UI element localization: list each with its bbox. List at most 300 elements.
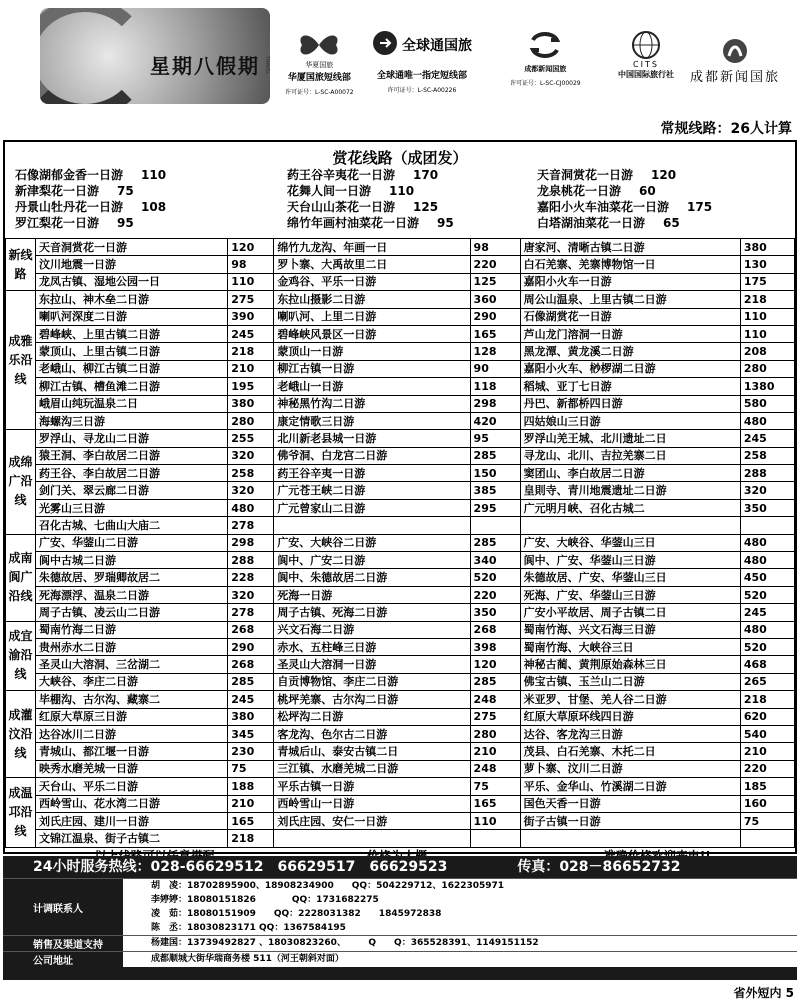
featured-item — [7, 199, 287, 215]
route-name: 老峨山、柳江古镇二日游 — [36, 360, 228, 377]
route-price — [740, 830, 794, 847]
route-price: 290 — [470, 308, 520, 325]
route-price: 295 — [470, 499, 520, 516]
route-name: 朱德故居、广安、华蓥山三日 — [520, 569, 740, 586]
flame-icon — [690, 36, 780, 66]
route-name: 柳江古镇、槽鱼滩二日游 — [36, 378, 228, 395]
route-price: 210 — [228, 795, 274, 812]
route-price: 320 — [228, 447, 274, 464]
route-name: 蜀南竹海、兴文石海三日游 — [520, 621, 740, 638]
route-name: 国色天香一日游 — [520, 795, 740, 812]
route-price: 480 — [228, 499, 274, 516]
route-price: 398 — [470, 638, 520, 655]
route-name: 青城后山、泰安古镇二日 — [274, 743, 470, 760]
table-row — [6, 517, 795, 534]
route-price: 278 — [228, 604, 274, 621]
route-price: 165 — [228, 812, 274, 829]
table-row — [6, 482, 795, 499]
route-name: 阆中古城二日游 — [36, 552, 228, 569]
route-price: 520 — [740, 638, 794, 655]
route-price: 160 — [740, 795, 794, 812]
table-row — [6, 378, 795, 395]
table-row — [6, 586, 795, 603]
table-row — [6, 812, 795, 829]
table-row — [6, 795, 795, 812]
featured-item-price: 108 — [141, 200, 167, 214]
route-price: 210 — [470, 743, 520, 760]
route-name: 兴文石海二日游 — [274, 621, 470, 638]
route-name: 刘氏庄园、安仁一日游 — [274, 812, 470, 829]
partner-5: 成都新闻国旅 — [690, 36, 780, 85]
route-name: 剑门关、翠云廊二日游 — [36, 482, 228, 499]
table-row — [6, 239, 795, 256]
route-name: 刘氏庄园、建川一日游 — [36, 812, 228, 829]
route-name: 广安、大峡谷二日游 — [274, 534, 470, 551]
route-price: 290 — [228, 638, 274, 655]
route-name: 绵竹九龙沟、年画一日 — [274, 239, 470, 256]
table-row — [6, 778, 795, 795]
route-price: 258 — [228, 465, 274, 482]
route-name: 萝卜寨、汶川二日游 — [520, 760, 740, 777]
route-name: 平乐古镇一日游 — [274, 778, 470, 795]
route-name: 死海、广安、华蓥山三日游 — [520, 586, 740, 603]
route-name: 周子古镇、凌云山二日游 — [36, 604, 228, 621]
route-price: 75 — [228, 760, 274, 777]
route-price: 380 — [740, 239, 794, 256]
featured-item-name: 花舞人间一日游 — [287, 184, 372, 198]
address-label: 公司地址 — [33, 956, 73, 967]
route-name: 神秘黑竹沟二日游 — [274, 395, 470, 412]
cits-globe-icon — [618, 30, 674, 60]
route-price: 580 — [740, 395, 794, 412]
sales-contact: 杨建国：13739492827 、18030823260、 Q Q：365528391、1149151152 — [151, 938, 539, 948]
route-price: 420 — [470, 412, 520, 429]
route-price: 208 — [740, 343, 794, 360]
section-label: 新线路 — [6, 239, 36, 291]
route-name: 罗浮山、寻龙山二日游 — [36, 430, 228, 447]
table-row — [6, 325, 795, 342]
route-price: 245 — [740, 604, 794, 621]
route-name: 皇則寺、青川地震遗址二日游 — [520, 482, 740, 499]
route-name: 神秘古蔺、黄荆原始森林三日 — [520, 656, 740, 673]
featured-item-price: 75 — [117, 184, 134, 198]
route-price: 268 — [228, 656, 274, 673]
route-name: 朱德故居、罗瑞卿故居二 — [36, 569, 228, 586]
table-row — [6, 743, 795, 760]
route-price: 480 — [740, 412, 794, 429]
route-name: 药王谷、李白故居二日游 — [36, 465, 228, 482]
route-name: 喇叭河深度二日游 — [36, 308, 228, 325]
featured-row — [7, 183, 793, 199]
route-price — [740, 517, 794, 534]
route-name: 四姑娘山三日游 — [520, 412, 740, 429]
route-price — [470, 830, 520, 847]
planner-label: 计调联系人 — [33, 903, 83, 915]
featured-item — [287, 183, 537, 199]
featured-item-price: 120 — [651, 168, 677, 182]
route-price: 390 — [228, 308, 274, 325]
route-name: 北川新老县城一日游 — [274, 430, 470, 447]
route-name: 召化古城、七曲山大庙二 — [36, 517, 228, 534]
route-name: 蜀南竹海、大峡谷三日 — [520, 638, 740, 655]
featured-item-price: 175 — [687, 200, 713, 214]
planner-entry: 陈 丞：18030823171 QQ：1367584195 — [151, 923, 346, 933]
route-name: 广元苍王峡二日游 — [274, 482, 470, 499]
route-name: 天音洞赏花一日游 — [36, 239, 228, 256]
featured-row — [7, 215, 793, 231]
route-price: 195 — [228, 378, 274, 395]
featured-item — [537, 183, 793, 199]
featured-item-name: 罗江梨花一日游 — [15, 216, 100, 230]
featured-title: 赏花线路（成团发） — [332, 149, 468, 167]
table-row — [6, 273, 795, 290]
route-name: 嘉阳小火车、桫椤湖二日游 — [520, 360, 740, 377]
route-price: 165 — [470, 795, 520, 812]
route-name: 广安小平故居、周子古镇二日 — [520, 604, 740, 621]
route-price: 320 — [228, 482, 274, 499]
route-price: 90 — [470, 360, 520, 377]
route-name: 客龙沟、色尔古二日游 — [274, 725, 470, 742]
partner-2: 全球通国旅 全球通唯一指定短线部 许可证号：L-SC-A00226 — [372, 30, 472, 94]
route-name: 碧峰峡、上里古镇二日游 — [36, 325, 228, 342]
route-price: 248 — [470, 760, 520, 777]
route-price: 520 — [740, 586, 794, 603]
route-name: 东拉山、神木垒二日游 — [36, 291, 228, 308]
route-price: 450 — [740, 569, 794, 586]
featured-row — [7, 167, 793, 183]
route-name: 达谷冰川二日游 — [36, 725, 228, 742]
swirl-icon — [40, 8, 150, 104]
table-row — [6, 447, 795, 464]
featured-item-price: 110 — [389, 184, 415, 198]
route-name: 圣灵山大溶洞、三岔湖二 — [36, 656, 228, 673]
route-name: 罗卜寨、大禹故里二日 — [274, 256, 470, 273]
route-name: 周公山温泉、上里古镇二日游 — [520, 291, 740, 308]
route-name — [520, 517, 740, 534]
route-price: 125 — [470, 273, 520, 290]
route-name — [520, 830, 740, 847]
globe-icon — [372, 30, 398, 60]
featured-item-price: 60 — [639, 184, 656, 198]
route-price: 220 — [470, 586, 520, 603]
route-price: 245 — [740, 430, 794, 447]
route-price: 165 — [470, 325, 520, 342]
table-row — [6, 638, 795, 655]
route-price: 150 — [470, 465, 520, 482]
route-price: 210 — [740, 743, 794, 760]
route-price: 285 — [470, 447, 520, 464]
route-price: 218 — [740, 691, 794, 708]
route-price: 75 — [470, 778, 520, 795]
route-name: 罗浮山羌王城、北川遗址二日 — [520, 430, 740, 447]
route-name: 海螺沟三日游 — [36, 412, 228, 429]
route-name: 阆中、朱德故居二日游 — [274, 569, 470, 586]
route-price: 95 — [470, 430, 520, 447]
sales-row — [3, 935, 797, 951]
route-price: 385 — [470, 482, 520, 499]
table-row — [6, 343, 795, 360]
route-price: 620 — [740, 708, 794, 725]
route-name: 街子古镇一日游 — [520, 812, 740, 829]
route-name: 死海漂浮、温泉二日游 — [36, 586, 228, 603]
partner-1: 华夏国旅 华厦国旅短线部 许可证号：L-SC-A00072 — [285, 30, 354, 96]
route-price: 98 — [228, 256, 274, 273]
route-name: 红原大草原环线四日游 — [520, 708, 740, 725]
featured-row — [7, 199, 793, 215]
brand-sub: TRAVEL — [264, 56, 270, 75]
header — [0, 0, 800, 112]
route-name: 金鸡谷、平乐一日游 — [274, 273, 470, 290]
route-price: 75 — [740, 812, 794, 829]
route-price: 268 — [228, 621, 274, 638]
route-name: 龙凤古镇、湿地公园一日 — [36, 273, 228, 290]
route-name: 光雾山三日游 — [36, 499, 228, 516]
route-name: 平乐、金华山、竹溪湖二日游 — [520, 778, 740, 795]
featured-item-price: 110 — [141, 168, 167, 182]
route-price: 265 — [740, 673, 794, 690]
route-name: 红原大草原三日游 — [36, 708, 228, 725]
route-price: 380 — [228, 395, 274, 412]
route-name: 赤水、五柱峰三日游 — [274, 638, 470, 655]
routes-table — [5, 238, 795, 865]
route-name: 阆中、广安二日游 — [274, 552, 470, 569]
route-price: 360 — [470, 291, 520, 308]
route-price: 288 — [228, 552, 274, 569]
table-row — [6, 760, 795, 777]
route-name: 广元曾家山二日游 — [274, 499, 470, 516]
featured-item-name: 新津梨花一日游 — [15, 184, 100, 198]
section-label: 成灌汶沿线 — [6, 691, 36, 778]
route-price: 340 — [470, 552, 520, 569]
route-price: 298 — [470, 395, 520, 412]
featured-item — [7, 167, 287, 183]
section-label: 成温邛沿线 — [6, 778, 36, 848]
table-row — [6, 291, 795, 308]
table-row — [6, 395, 795, 412]
route-price: 285 — [470, 534, 520, 551]
route-name — [274, 830, 470, 847]
route-name: 碧峰峡风景区一日游 — [274, 325, 470, 342]
featured-item-price: 65 — [663, 216, 680, 230]
featured-item — [287, 215, 537, 231]
route-name: 佛宝古镇、玉兰山二日游 — [520, 673, 740, 690]
route-name: 周子古镇、死海二日游 — [274, 604, 470, 621]
route-price: 110 — [228, 273, 274, 290]
route-name: 广安、大峡谷、华蓥山三日 — [520, 534, 740, 551]
route-name — [274, 517, 470, 534]
route-name: 稻城、亚丁七日游 — [520, 378, 740, 395]
route-price: 120 — [470, 656, 520, 673]
route-name: 猿王洞、李白故居二日游 — [36, 447, 228, 464]
route-name: 文锦江温泉、街子古镇二 — [36, 830, 228, 847]
route-name: 大峡谷、李庄二日游 — [36, 673, 228, 690]
table-row — [6, 604, 795, 621]
route-price: 220 — [740, 760, 794, 777]
route-name: 西岭雪山一日游 — [274, 795, 470, 812]
route-price: 275 — [470, 708, 520, 725]
route-name: 蒙顶山一日游 — [274, 343, 470, 360]
table-row — [6, 534, 795, 551]
route-price: 230 — [228, 743, 274, 760]
fax-label: 传真： — [517, 859, 560, 875]
route-price — [470, 517, 520, 534]
route-price: 480 — [740, 552, 794, 569]
featured-item — [287, 199, 537, 215]
table-row — [6, 360, 795, 377]
table-row — [6, 830, 795, 847]
route-price: 228 — [228, 569, 274, 586]
route-price: 275 — [228, 291, 274, 308]
route-price: 258 — [740, 447, 794, 464]
featured-item-name: 丹景山牡丹花一日游 — [15, 200, 124, 214]
table-row — [6, 725, 795, 742]
route-price: 210 — [228, 360, 274, 377]
route-name: 寻龙山、北川、吉拉羌寨二日 — [520, 447, 740, 464]
route-price: 98 — [470, 239, 520, 256]
route-price: 280 — [228, 412, 274, 429]
route-name: 黑龙潭、黄龙溪二日游 — [520, 343, 740, 360]
route-price: 280 — [740, 360, 794, 377]
route-name: 青城山、都江堰一日游 — [36, 743, 228, 760]
planner-entry: 胡 凌：18702895900、18908234900 QQ：504229712、1622305971 — [151, 881, 505, 891]
route-price: 110 — [740, 308, 794, 325]
table-row — [6, 621, 795, 638]
route-name: 茂县、白石羌寨、木托二日 — [520, 743, 740, 760]
route-price: 288 — [740, 465, 794, 482]
section-label: 成宜渝沿线 — [6, 621, 36, 691]
route-price: 320 — [228, 586, 274, 603]
featured-item-name: 石像湖郁金香一日游 — [15, 168, 124, 182]
route-name: 康定情歌三日游 — [274, 412, 470, 429]
planner-entry: 李婷婷：18080151826 QQ：1731682275 — [151, 895, 379, 905]
route-price: 268 — [470, 621, 520, 638]
route-name: 唐家河、清晰古镇二日游 — [520, 239, 740, 256]
featured-item — [537, 199, 793, 215]
hotline-row — [3, 856, 797, 878]
featured-item-name: 药王谷辛夷花一日游 — [287, 168, 396, 182]
address-value: 成都顺城大街华瑞商务楼 511（河王朝斜对面） — [151, 954, 344, 964]
table-row — [6, 673, 795, 690]
route-price: 278 — [228, 517, 274, 534]
route-name: 药王谷辛夷一日游 — [274, 465, 470, 482]
route-name: 蒙顶山、上里古镇二日游 — [36, 343, 228, 360]
featured-routes — [7, 144, 793, 238]
route-name: 映秀水磨羌城一日游 — [36, 760, 228, 777]
route-price: 220 — [470, 256, 520, 273]
featured-item — [537, 215, 793, 231]
contact-panel — [3, 856, 797, 980]
address-row — [3, 951, 797, 967]
route-name: 圣灵山大溶洞一日游 — [274, 656, 470, 673]
route-price: 218 — [740, 291, 794, 308]
table-row — [6, 465, 795, 482]
route-name: 西岭雪山、花水湾二日游 — [36, 795, 228, 812]
featured-item — [7, 215, 287, 231]
route-name: 天台山、平乐二日游 — [36, 778, 228, 795]
route-name: 桃坪羌寨、古尔沟二日游 — [274, 691, 470, 708]
featured-item — [537, 167, 793, 183]
featured-item-price: 170 — [413, 168, 439, 182]
route-price: 285 — [470, 673, 520, 690]
route-name: 三江镇、水磨羌城二日游 — [274, 760, 470, 777]
featured-item-name: 白塔湖油菜花一日游 — [537, 216, 646, 230]
route-price: 298 — [228, 534, 274, 551]
route-name: 喇叭河、上里二日游 — [274, 308, 470, 325]
route-price: 218 — [228, 343, 274, 360]
route-name: 老峨山一日游 — [274, 378, 470, 395]
route-name: 峨眉山纯玩温泉二日 — [36, 395, 228, 412]
featured-item-price: 95 — [437, 216, 454, 230]
partner-4: CITS 中国国际旅行社 — [618, 30, 674, 80]
route-price: 280 — [470, 725, 520, 742]
swirl-icon — [510, 30, 581, 60]
route-price: 118 — [470, 378, 520, 395]
pricing-subtitle: 常规线路：26人计算 — [660, 121, 792, 137]
hotline-numbers: 028-66629512 66629517 66629523 — [150, 859, 448, 875]
route-price: 255 — [228, 430, 274, 447]
route-price: 480 — [740, 534, 794, 551]
planner-list — [123, 879, 797, 935]
route-price: 110 — [740, 325, 794, 342]
planner-row — [3, 878, 797, 935]
route-name: 东拉山摄影二日游 — [274, 291, 470, 308]
featured-item — [287, 167, 537, 183]
route-price: 175 — [740, 273, 794, 290]
featured-item-name: 绵竹年画村油菜花一日游 — [287, 216, 420, 230]
route-name: 死海一日游 — [274, 586, 470, 603]
route-price: 245 — [228, 325, 274, 342]
table-row — [6, 708, 795, 725]
route-price: 218 — [228, 830, 274, 847]
section-label: 成南阆广沿线 — [6, 534, 36, 621]
routes-panel — [3, 140, 797, 854]
route-name: 柳江古镇一日游 — [274, 360, 470, 377]
route-name: 汶川地震一日游 — [36, 256, 228, 273]
page-footer: 省外短内 5 — [733, 986, 794, 1000]
route-name: 达谷、客龙沟三日游 — [520, 725, 740, 742]
partner-3: 成都新闻国旅 许可证号：L-SC-CJ00029 — [510, 30, 581, 87]
route-price: 128 — [470, 343, 520, 360]
route-name: 丹巴、新都桥四日游 — [520, 395, 740, 412]
section-label: 成绵广沿线 — [6, 430, 36, 534]
table-row — [6, 552, 795, 569]
route-price: 350 — [740, 499, 794, 516]
table-row — [6, 412, 795, 429]
route-name: 贵州赤水二日游 — [36, 638, 228, 655]
route-price: 468 — [740, 656, 794, 673]
route-name: 石像湖赏花一日游 — [520, 308, 740, 325]
route-price: 245 — [228, 691, 274, 708]
route-price: 130 — [740, 256, 794, 273]
route-name: 蜀南竹海二日游 — [36, 621, 228, 638]
table-row — [6, 569, 795, 586]
fax-number: 028－86652732 — [559, 859, 681, 875]
featured-item-name: 天音洞赏花一日游 — [537, 168, 634, 182]
route-price: 185 — [740, 778, 794, 795]
featured-item-price: 125 — [413, 200, 439, 214]
table-row — [6, 691, 795, 708]
route-price: 248 — [470, 691, 520, 708]
table-row — [6, 308, 795, 325]
route-name: 白石羌寨、羌寨博物馆一日 — [520, 256, 740, 273]
route-name: 阆中、广安、华蓥山三日游 — [520, 552, 740, 569]
featured-item — [7, 183, 287, 199]
route-price: 110 — [470, 812, 520, 829]
route-price: 320 — [740, 482, 794, 499]
route-price: 520 — [470, 569, 520, 586]
route-price: 380 — [228, 708, 274, 725]
route-name: 广元明月峡、召化古城二 — [520, 499, 740, 516]
